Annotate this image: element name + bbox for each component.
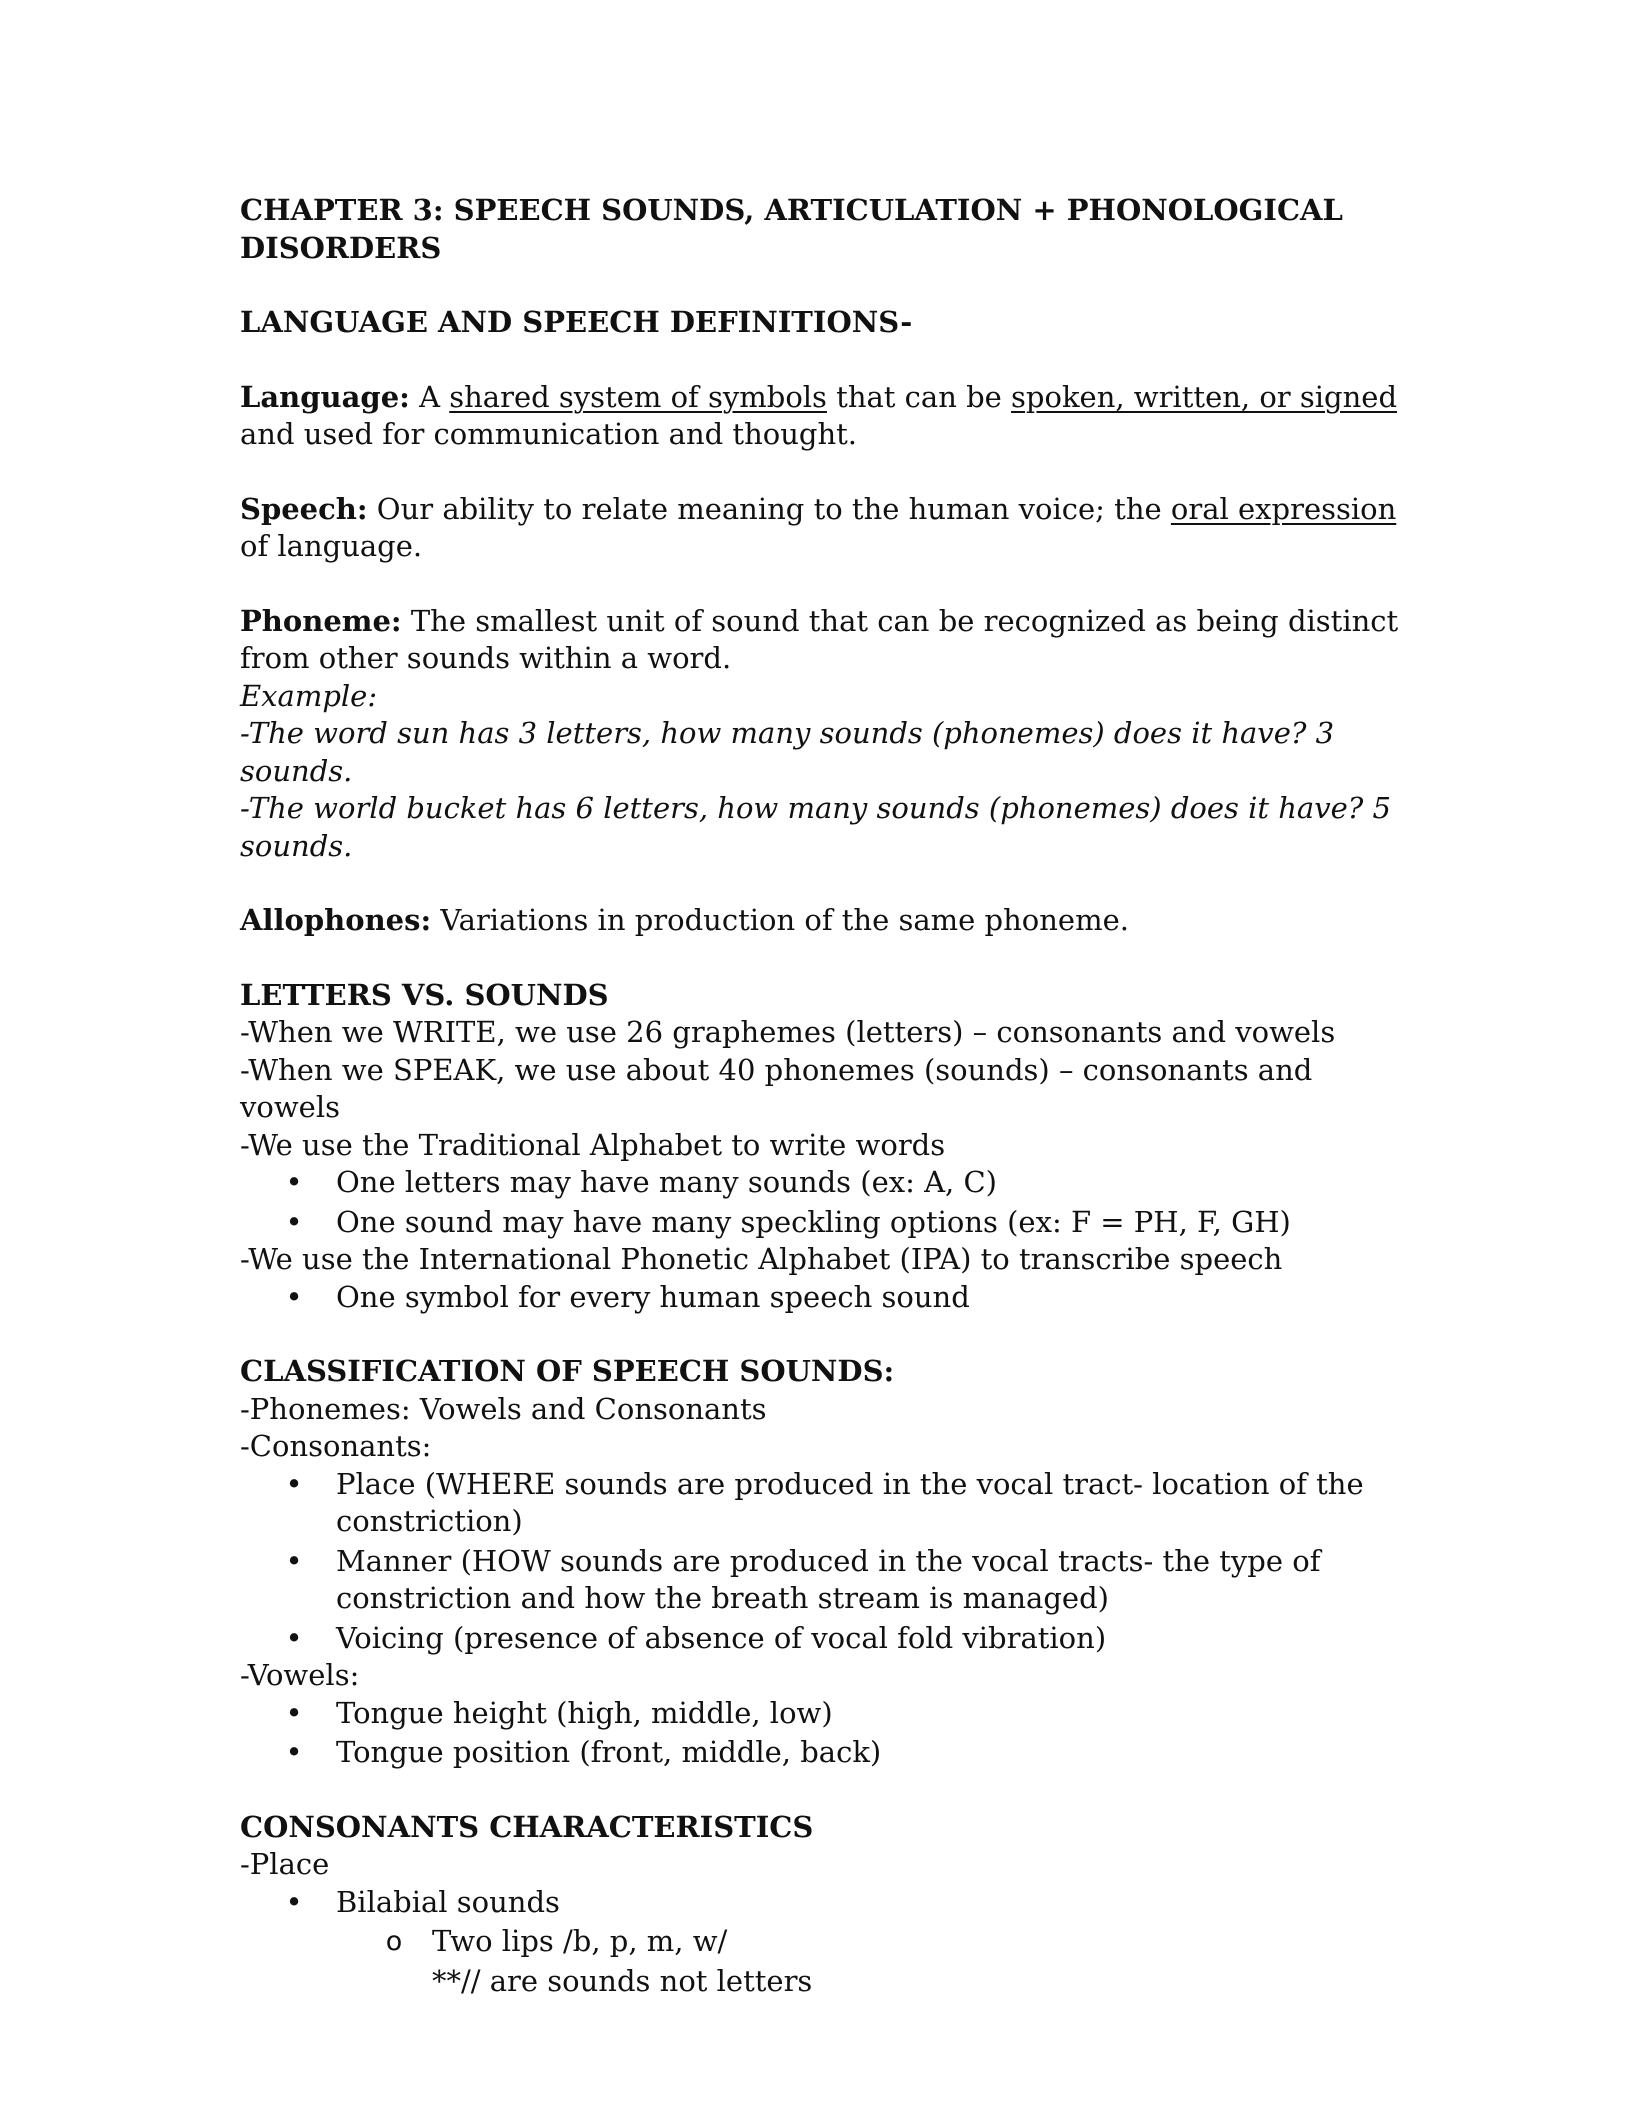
spacer <box>240 1772 1410 1809</box>
section-heading-definitions: LANGUAGE AND SPEECH DEFINITIONS- <box>240 305 913 339</box>
list-item <box>240 1620 1410 1658</box>
list-item-text: One sound may have many speckling options (ex: F = PH, F, GH) <box>336 1204 1291 1239</box>
text-line: -Place <box>240 1847 330 1881</box>
sub-list-item-text: Two lips /b, p, m, w/ <box>432 1924 728 1958</box>
text-line: -Consonants: <box>240 1429 432 1463</box>
example-line: -The world bucket has 6 letters, how many sounds (phonemes) does it have? 5 sounds. <box>240 791 1391 863</box>
document-page <box>240 192 1410 2000</box>
section-heading-letters-vs-sounds: LETTERS VS. SOUNDS <box>240 977 609 1012</box>
list-item <box>240 1204 1410 1242</box>
bullet-icon: • <box>285 1884 303 1919</box>
bullet-list <box>240 1695 1410 1772</box>
text: of language. <box>240 529 423 563</box>
list-item-text: Bilabial sounds <box>336 1884 560 1919</box>
term-speech: Speech: <box>240 491 368 526</box>
list-item-text: Place (WHERE sounds are produced in the vocal tract- location of the constriction) <box>336 1466 1364 1538</box>
section-heading-consonants: CONSONANTS CHARACTERISTICS <box>240 1809 814 1844</box>
term-allophones: Allophones: <box>240 903 432 937</box>
list-item <box>240 1734 1410 1772</box>
definition-speech <box>240 491 1410 566</box>
bullet-icon: • <box>285 1735 303 1769</box>
bullet-icon: • <box>285 1543 303 1578</box>
bullet-list <box>240 1164 1410 1241</box>
list-item-text: Voicing (presence of absence of vocal fold vibration) <box>336 1620 1107 1655</box>
list-item-text: Manner (HOW sounds are produced in the vocal tracts- the type of constriction and how the breath stream is managed) <box>336 1543 1321 1615</box>
text-line: -When we SPEAK, we use about 40 phonemes (sounds) – consonants and vowels <box>240 1052 1313 1124</box>
bullet-icon: • <box>285 1204 303 1239</box>
list-item <box>240 1466 1410 1541</box>
example-line: -The word sun has 3 letters, how many sounds (phonemes) does it have? 3 sounds. <box>240 716 1335 788</box>
definition-phoneme <box>240 603 1410 678</box>
bullet-list <box>240 1279 1410 1317</box>
term-language: Language: <box>240 379 410 414</box>
text: Variations in production of the same phoneme. <box>431 903 1129 937</box>
underlined-text: oral expression <box>1170 491 1397 526</box>
spacer <box>240 865 1410 902</box>
list-item <box>240 1164 1410 1202</box>
spacer <box>240 1316 1410 1353</box>
note-text: **// are sounds not letters <box>432 1963 813 1998</box>
spacer <box>240 566 1410 603</box>
text: and used for communication and thought. <box>240 417 858 451</box>
underlined-text: spoken, written, or signed <box>1011 379 1398 414</box>
text: that can be <box>826 379 1012 414</box>
text-line: -When we WRITE, we use 26 graphemes (letters) – consonants and vowels <box>240 1015 1336 1049</box>
text-line: -Vowels: <box>240 1658 360 1692</box>
term-phoneme: Phoneme: <box>240 603 402 638</box>
definition-language <box>240 379 1410 454</box>
definition-allophones <box>240 902 1410 940</box>
text-line: -Phonemes: Vowels and Consonants <box>240 1391 767 1426</box>
list-item <box>240 1884 1410 2001</box>
bullet-icon: • <box>285 1466 303 1501</box>
text-line: -We use the International Phonetic Alphabet (IPA) to transcribe speech <box>240 1242 1283 1276</box>
spacer <box>240 454 1410 491</box>
example-label: Example: <box>240 678 378 713</box>
bullet-icon: • <box>285 1620 303 1655</box>
bullet-list <box>240 1884 1410 2001</box>
section-heading-classification: CLASSIFICATION OF SPEECH SOUNDS: <box>240 1354 895 1388</box>
sub-bullet-list <box>336 1923 1410 1961</box>
text: The smallest unit of sound that can be recognized as being distinct from other sounds within a word. <box>240 603 1399 675</box>
bullet-icon: • <box>285 1279 303 1314</box>
list-item <box>240 1695 1410 1733</box>
spacer <box>240 267 1410 304</box>
text: A <box>409 379 450 414</box>
bullet-list <box>240 1466 1410 1658</box>
list-item-text: One symbol for every human speech sound <box>336 1279 970 1314</box>
list-item <box>240 1279 1410 1317</box>
sub-list-item <box>336 1923 1410 1961</box>
chapter-title: CHAPTER 3: SPEECH SOUNDS, ARTICULATION + PHONOLOGICAL DISORDERS <box>240 193 1343 265</box>
underlined-text: shared system of symbols <box>449 379 827 414</box>
spacer <box>240 342 1410 379</box>
list-item <box>240 1543 1410 1618</box>
list-item-text: Tongue position (front, middle, back) <box>336 1735 882 1769</box>
hollow-bullet-icon: o <box>385 1926 403 1957</box>
list-item-text: Tongue height (high, middle, low) <box>336 1695 833 1730</box>
text-line: -We use the Traditional Alphabet to write words <box>240 1127 946 1162</box>
bullet-icon: • <box>285 1165 303 1199</box>
spacer <box>240 940 1410 977</box>
bullet-icon: • <box>285 1695 303 1730</box>
list-item-text: One letters may have many sounds (ex: A, C) <box>336 1165 997 1199</box>
text: Our ability to relate meaning to the human voice; the <box>367 491 1171 526</box>
